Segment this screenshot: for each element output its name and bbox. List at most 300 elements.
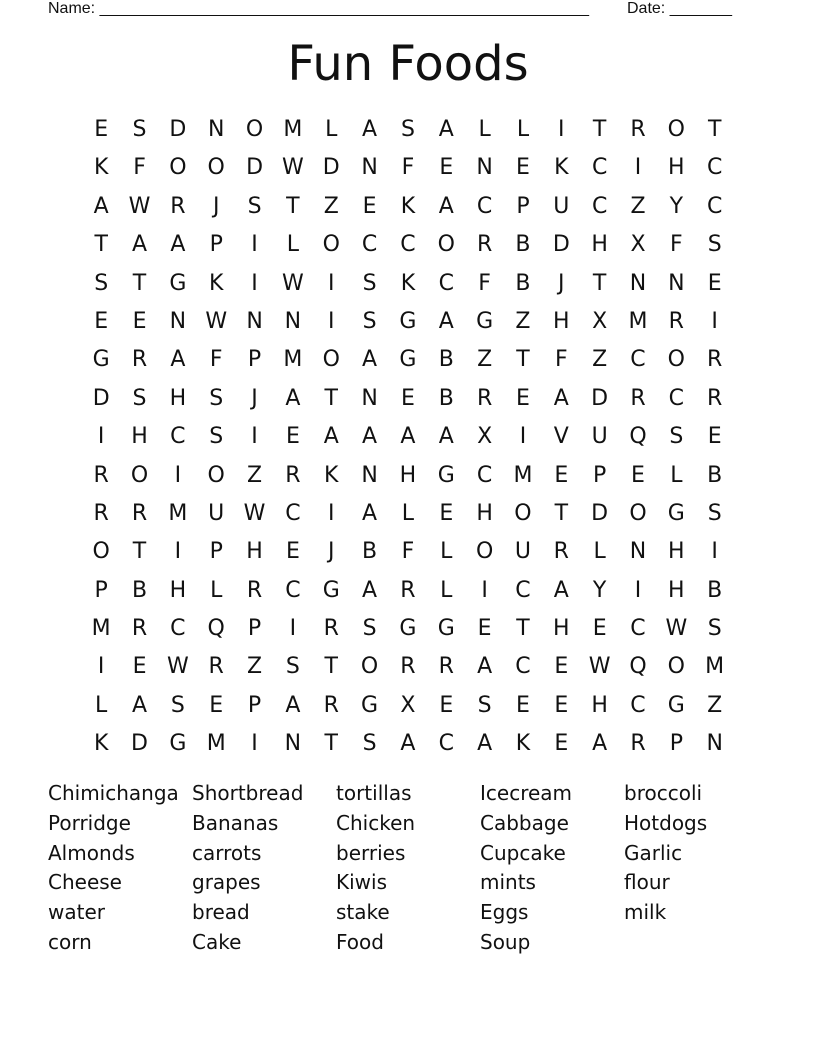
grid-letter: W — [665, 616, 688, 642]
grid-letter: F — [554, 347, 568, 373]
grid-letter: N — [629, 539, 647, 565]
grid-letter: X — [400, 692, 416, 718]
grid-letter: T — [94, 232, 108, 258]
word-list-item: Porridge — [48, 810, 131, 835]
grid-letter: R — [93, 500, 109, 526]
grid-letter: Z — [247, 462, 263, 488]
grid-letter: H — [169, 577, 187, 603]
grid-letter: R — [93, 462, 109, 488]
grid-letter: A — [438, 308, 454, 334]
grid-letter: W — [166, 654, 189, 680]
grid-letter: P — [669, 731, 683, 757]
grid-letter: K — [554, 155, 569, 181]
grid-letter: O — [322, 232, 340, 258]
grid-letter: R — [630, 117, 646, 142]
grid-letter: C — [400, 232, 416, 258]
grid-letter: N — [284, 731, 302, 757]
grid-letter: M — [283, 117, 303, 142]
grid-letter: F — [401, 539, 415, 565]
grid-row — [82, 226, 734, 264]
grid-letter: A — [438, 117, 454, 142]
grid-letter: W — [128, 193, 151, 219]
grid-letter: A — [285, 385, 301, 411]
grid-letter: A — [170, 232, 186, 258]
grid-letter: C — [706, 155, 723, 181]
grid-letter: P — [593, 462, 607, 488]
grid-letter: H — [553, 616, 570, 642]
grid-letter: D — [92, 385, 110, 411]
grid-letter: K — [400, 193, 416, 219]
grid-row — [82, 648, 734, 686]
grid-letter: E — [707, 270, 722, 296]
grid-letter: R — [400, 577, 416, 603]
grid-letter: S — [669, 424, 684, 450]
grid-letter: S — [362, 731, 377, 757]
grid-letter: L — [210, 577, 223, 603]
grid-letter: L — [401, 500, 415, 526]
grid-letter: C — [438, 731, 454, 757]
grid-letter: C — [630, 347, 646, 373]
grid-letter: R — [476, 232, 493, 258]
grid-letter: G — [169, 731, 187, 757]
grid-letter: T — [324, 731, 338, 757]
grid-letter: G — [399, 616, 417, 642]
grid-letter: T — [132, 270, 147, 296]
grid-letter: S — [707, 500, 722, 526]
grid-letter: A — [362, 117, 378, 142]
grid-letter: Q — [207, 616, 225, 642]
grid-letter: G — [399, 347, 417, 373]
grid-letter: K — [93, 731, 109, 757]
grid-row — [82, 418, 734, 456]
grid-letter: O — [437, 232, 455, 258]
grid-letter: H — [668, 155, 685, 181]
grid-letter: W — [243, 500, 266, 526]
grid-letter: P — [209, 232, 223, 258]
grid-letter: A — [400, 424, 416, 450]
grid-letter: Z — [477, 347, 493, 373]
grid-letter: R — [208, 654, 224, 680]
grid-letter: I — [558, 117, 565, 142]
grid-letter: G — [169, 270, 187, 296]
grid-letter: E — [439, 155, 454, 181]
grid-letter: S — [285, 654, 300, 680]
grid-letter: Z — [323, 193, 339, 219]
grid-letter: N — [629, 270, 647, 296]
grid-row — [82, 457, 734, 495]
grid-letter: B — [707, 462, 723, 488]
grid-letter: O — [667, 654, 685, 680]
grid-letter: E — [516, 692, 530, 718]
grid-letter: A — [362, 577, 378, 603]
grid-letter: D — [131, 731, 148, 757]
grid-letter: E — [94, 308, 109, 334]
grid-row — [82, 149, 734, 187]
grid-letter: A — [592, 731, 608, 757]
grid-letter: P — [247, 347, 262, 373]
grid-letter: N — [246, 308, 263, 334]
grid-letter: P — [94, 577, 108, 603]
grid-letter: M — [206, 731, 226, 757]
grid-row — [82, 111, 734, 149]
grid-letter: R — [323, 616, 339, 642]
grid-letter: A — [400, 731, 416, 757]
grid-letter: A — [362, 500, 378, 526]
word-list-item: tortillas — [336, 781, 412, 805]
grid-letter: F — [478, 270, 491, 296]
grid-letter: E — [631, 462, 645, 488]
word-list-item: Almonds — [48, 840, 135, 865]
word-list-item: carrots — [192, 840, 262, 865]
grid-letter: Z — [515, 308, 531, 334]
grid-letter: R — [131, 500, 148, 526]
name-field-label: Name: _______________________________________________________ — [48, 0, 589, 17]
grid-letter: M — [705, 654, 725, 680]
grid-letter: H — [591, 692, 608, 718]
grid-letter: R — [630, 385, 646, 411]
grid-letter: Z — [247, 654, 263, 680]
grid-letter: E — [209, 692, 224, 718]
grid-letter: K — [515, 731, 531, 757]
grid-letter: I — [327, 500, 335, 526]
grid-letter: O — [207, 155, 225, 181]
grid-letter: R — [668, 308, 684, 334]
grid-letter: S — [707, 616, 722, 642]
grid-letter: G — [361, 692, 379, 718]
grid-letter: D — [552, 232, 570, 258]
grid-letter: R — [438, 654, 454, 680]
grid-letter: Z — [592, 347, 608, 373]
grid-letter: A — [553, 385, 569, 411]
grid-letter: G — [437, 462, 455, 488]
grid-letter: S — [362, 270, 377, 296]
grid-letter: R — [285, 462, 301, 488]
grid-letter: I — [289, 616, 297, 642]
grid-letter: G — [437, 616, 455, 642]
grid-letter: A — [438, 193, 454, 219]
grid-letter: L — [593, 539, 606, 565]
grid-letter: I — [481, 577, 488, 603]
grid-letter: P — [209, 539, 223, 565]
grid-letter: J — [558, 270, 565, 296]
grid-letter: O — [667, 347, 685, 373]
grid-letter: T — [554, 500, 569, 526]
grid-letter: T — [707, 117, 722, 142]
grid-letter: E — [362, 193, 377, 219]
grid-row — [82, 687, 734, 725]
grid-letter: C — [706, 193, 723, 219]
grid-letter: X — [477, 424, 493, 450]
grid-letter: M — [168, 500, 188, 526]
grid-letter: C — [476, 193, 493, 219]
word-list-item: Garlic — [624, 840, 683, 865]
grid-letter: A — [131, 232, 148, 258]
grid-letter: O — [322, 347, 340, 373]
grid-letter: I — [327, 270, 335, 296]
grid-letter: E — [707, 424, 722, 450]
grid-letter: C — [591, 193, 608, 219]
grid-letter: Q — [629, 654, 647, 680]
grid-letter: L — [440, 577, 453, 603]
grid-letter: E — [94, 117, 109, 142]
grid-letter: N — [668, 270, 685, 296]
grid-letter: T — [324, 654, 338, 680]
grid-letter: E — [132, 654, 147, 680]
grid-letter: C — [630, 692, 646, 718]
grid-letter: E — [439, 692, 454, 718]
grid-letter: T — [516, 347, 530, 373]
word-list-item: Kiwis — [336, 870, 388, 895]
grid-letter: J — [251, 385, 258, 411]
grid-letter: E — [439, 500, 454, 526]
grid-letter: F — [209, 347, 223, 373]
grid-letter: H — [668, 577, 685, 603]
grid-letter: C — [285, 500, 301, 526]
grid-letter: P — [247, 692, 262, 718]
page-title: Fun Foods — [287, 36, 529, 92]
grid-letter: G — [476, 308, 494, 334]
grid-letter: G — [399, 308, 417, 334]
word-list-item: mints — [480, 870, 536, 895]
grid-row — [82, 572, 734, 610]
grid-letter: B — [131, 577, 148, 603]
grid-row — [82, 341, 734, 379]
grid-letter: W — [205, 308, 228, 334]
grid-letter: F — [670, 232, 683, 258]
grid-letter: L — [670, 462, 683, 488]
grid-letter: G — [322, 577, 340, 603]
word-list-item: Cheese — [48, 870, 122, 895]
word-list-item: berries — [336, 840, 406, 865]
grid-letter: A — [477, 654, 493, 680]
grid-row — [82, 533, 734, 571]
grid-letter: L — [440, 539, 453, 565]
grid-letter: E — [554, 731, 569, 757]
grid-letter: E — [285, 424, 300, 450]
grid-letter: J — [327, 539, 335, 565]
grid-letter: O — [245, 117, 264, 142]
grid-letter: I — [711, 539, 718, 565]
grid-letter: A — [438, 424, 454, 450]
grid-letter: B — [438, 347, 454, 373]
grid-letter: S — [362, 616, 377, 642]
grid-letter: K — [93, 155, 109, 181]
word-list-item: Chicken — [336, 810, 416, 835]
date-field-label: Date: _______ — [627, 0, 732, 17]
grid-letter: R — [400, 654, 416, 680]
grid-letter: V — [553, 424, 569, 450]
grid-row — [82, 380, 734, 418]
grid-letter: U — [208, 500, 225, 526]
grid-letter: L — [325, 117, 338, 142]
grid-letter: B — [707, 577, 723, 603]
grid-letter: S — [362, 308, 377, 334]
grid-letter: C — [438, 270, 454, 296]
grid-letter: I — [174, 539, 182, 565]
grid-letter: J — [212, 193, 220, 219]
word-list-item: Hotdogs — [624, 810, 708, 835]
grid-letter: I — [519, 424, 527, 450]
word-list-item: stake — [336, 900, 390, 925]
grid-letter: R — [131, 616, 148, 642]
word-list-item: Shortbread — [192, 781, 304, 805]
word-list-item: Soup — [480, 929, 531, 954]
grid-letter: T — [132, 539, 147, 565]
word-list-item: Food — [336, 929, 384, 954]
grid-letter: R — [707, 385, 723, 411]
grid-letter: C — [630, 616, 646, 642]
grid-letter: M — [628, 308, 648, 334]
word-list-item: Cake — [192, 929, 242, 954]
grid-letter: P — [247, 616, 262, 642]
grid-letter: E — [554, 654, 569, 680]
grid-letter: H — [668, 539, 685, 565]
grid-letter: G — [667, 500, 685, 526]
grid-letter: T — [286, 193, 300, 219]
grid-letter: Y — [669, 193, 684, 219]
grid-letter: U — [553, 193, 570, 219]
grid-letter: D — [169, 117, 187, 142]
grid-letter: T — [592, 270, 607, 296]
grid-letter: E — [516, 385, 530, 411]
grid-letter: R — [323, 692, 339, 718]
grid-letter: O — [130, 462, 149, 488]
grid-letter: S — [707, 232, 722, 258]
grid-letter: C — [170, 616, 186, 642]
grid-letter: A — [362, 347, 378, 373]
grid-letter: I — [251, 424, 258, 450]
word-list-item: corn — [48, 929, 92, 954]
grid-letter: B — [515, 270, 531, 296]
grid-letter: T — [324, 385, 338, 411]
word-list-item: Eggs — [480, 900, 529, 925]
grid-letter: O — [629, 500, 647, 526]
grid-letter: N — [361, 462, 378, 488]
grid-letter: E — [285, 539, 300, 565]
grid-letter: E — [592, 616, 607, 642]
grid-letter: N — [361, 155, 378, 181]
grid-letter: O — [667, 117, 685, 142]
grid-letter: A — [93, 193, 109, 219]
grid-letter: S — [132, 385, 147, 411]
grid-letter: O — [514, 500, 532, 526]
grid-letter: N — [361, 385, 378, 411]
grid-letter: H — [131, 424, 148, 450]
grid-letter: L — [478, 117, 491, 142]
word-list-item: Chimichanga — [48, 781, 179, 805]
grid-letter: P — [516, 193, 530, 219]
grid-letter: F — [133, 155, 146, 181]
grid-letter: W — [282, 270, 304, 296]
grid-letter: U — [514, 539, 531, 565]
grid-letter: I — [251, 731, 258, 757]
grid-letter: Q — [629, 424, 647, 450]
grid-row — [82, 725, 734, 763]
grid-letter: L — [516, 117, 530, 142]
grid-letter: B — [362, 539, 378, 565]
grid-letter: A — [362, 424, 378, 450]
grid-letter: K — [208, 270, 224, 296]
grid-row — [82, 303, 734, 341]
word-list-item: bread — [192, 900, 250, 925]
grid-letter: I — [634, 155, 642, 181]
grid-letter: C — [476, 462, 493, 488]
grid-letter: S — [209, 424, 224, 450]
grid-letter: Z — [630, 193, 646, 219]
grid-letter: H — [246, 539, 263, 565]
grid-letter: E — [554, 462, 569, 488]
grid-letter: G — [92, 347, 110, 373]
grid-letter: C — [591, 155, 608, 181]
word-list-item: Cupcake — [480, 840, 566, 865]
grid-letter: T — [516, 616, 530, 642]
grid-letter: W — [588, 654, 611, 680]
grid-letter: X — [630, 232, 646, 258]
word-list-item: Bananas — [192, 810, 279, 835]
grid-letter: O — [169, 155, 187, 181]
grid-letter: K — [324, 462, 339, 488]
grid-letter: I — [97, 654, 105, 680]
grid-letter: D — [322, 155, 340, 181]
grid-letter: U — [591, 424, 608, 450]
grid-letter: R — [476, 385, 493, 411]
grid-letter: C — [515, 577, 531, 603]
grid-letter: O — [475, 539, 494, 565]
grid-letter: A — [323, 424, 339, 450]
grid-letter: B — [438, 385, 454, 411]
grid-letter: S — [400, 117, 415, 142]
grid-letter: I — [97, 424, 105, 450]
grid-letter: Z — [707, 692, 723, 718]
grid-letter: E — [554, 692, 569, 718]
grid-letter: I — [327, 308, 335, 334]
word-search-grid — [82, 111, 734, 764]
grid-letter: C — [170, 424, 186, 450]
grid-letter: H — [553, 308, 570, 334]
grid-letter: H — [399, 462, 417, 488]
grid-letter: O — [92, 539, 110, 565]
grid-letter: I — [711, 308, 718, 334]
word-list-item: Icecream — [480, 781, 573, 805]
word-list — [48, 779, 768, 958]
word-list-item: milk — [624, 900, 667, 925]
grid-row — [82, 495, 734, 533]
grid-letter: M — [91, 616, 111, 642]
grid-letter: D — [591, 500, 609, 526]
grid-letter: N — [284, 308, 302, 334]
grid-letter: Y — [592, 577, 607, 603]
grid-letter: E — [132, 308, 147, 334]
grid-letter: L — [286, 232, 300, 258]
grid-letter: B — [515, 232, 531, 258]
grid-letter: A — [553, 577, 569, 603]
grid-letter: D — [591, 385, 609, 411]
grid-letter: O — [207, 462, 225, 488]
grid-letter: R — [707, 347, 723, 373]
grid-letter: C — [361, 232, 378, 258]
grid-letter: H — [476, 500, 493, 526]
grid-letter: E — [400, 385, 415, 411]
grid-letter: E — [477, 616, 492, 642]
grid-row — [82, 610, 734, 648]
grid-letter: S — [170, 692, 185, 718]
word-list-item: broccoli — [624, 781, 703, 805]
grid-letter: M — [513, 462, 533, 488]
grid-letter: I — [251, 270, 258, 296]
grid-letter: I — [174, 462, 182, 488]
grid-row — [82, 188, 734, 226]
grid-letter: R — [131, 347, 148, 373]
